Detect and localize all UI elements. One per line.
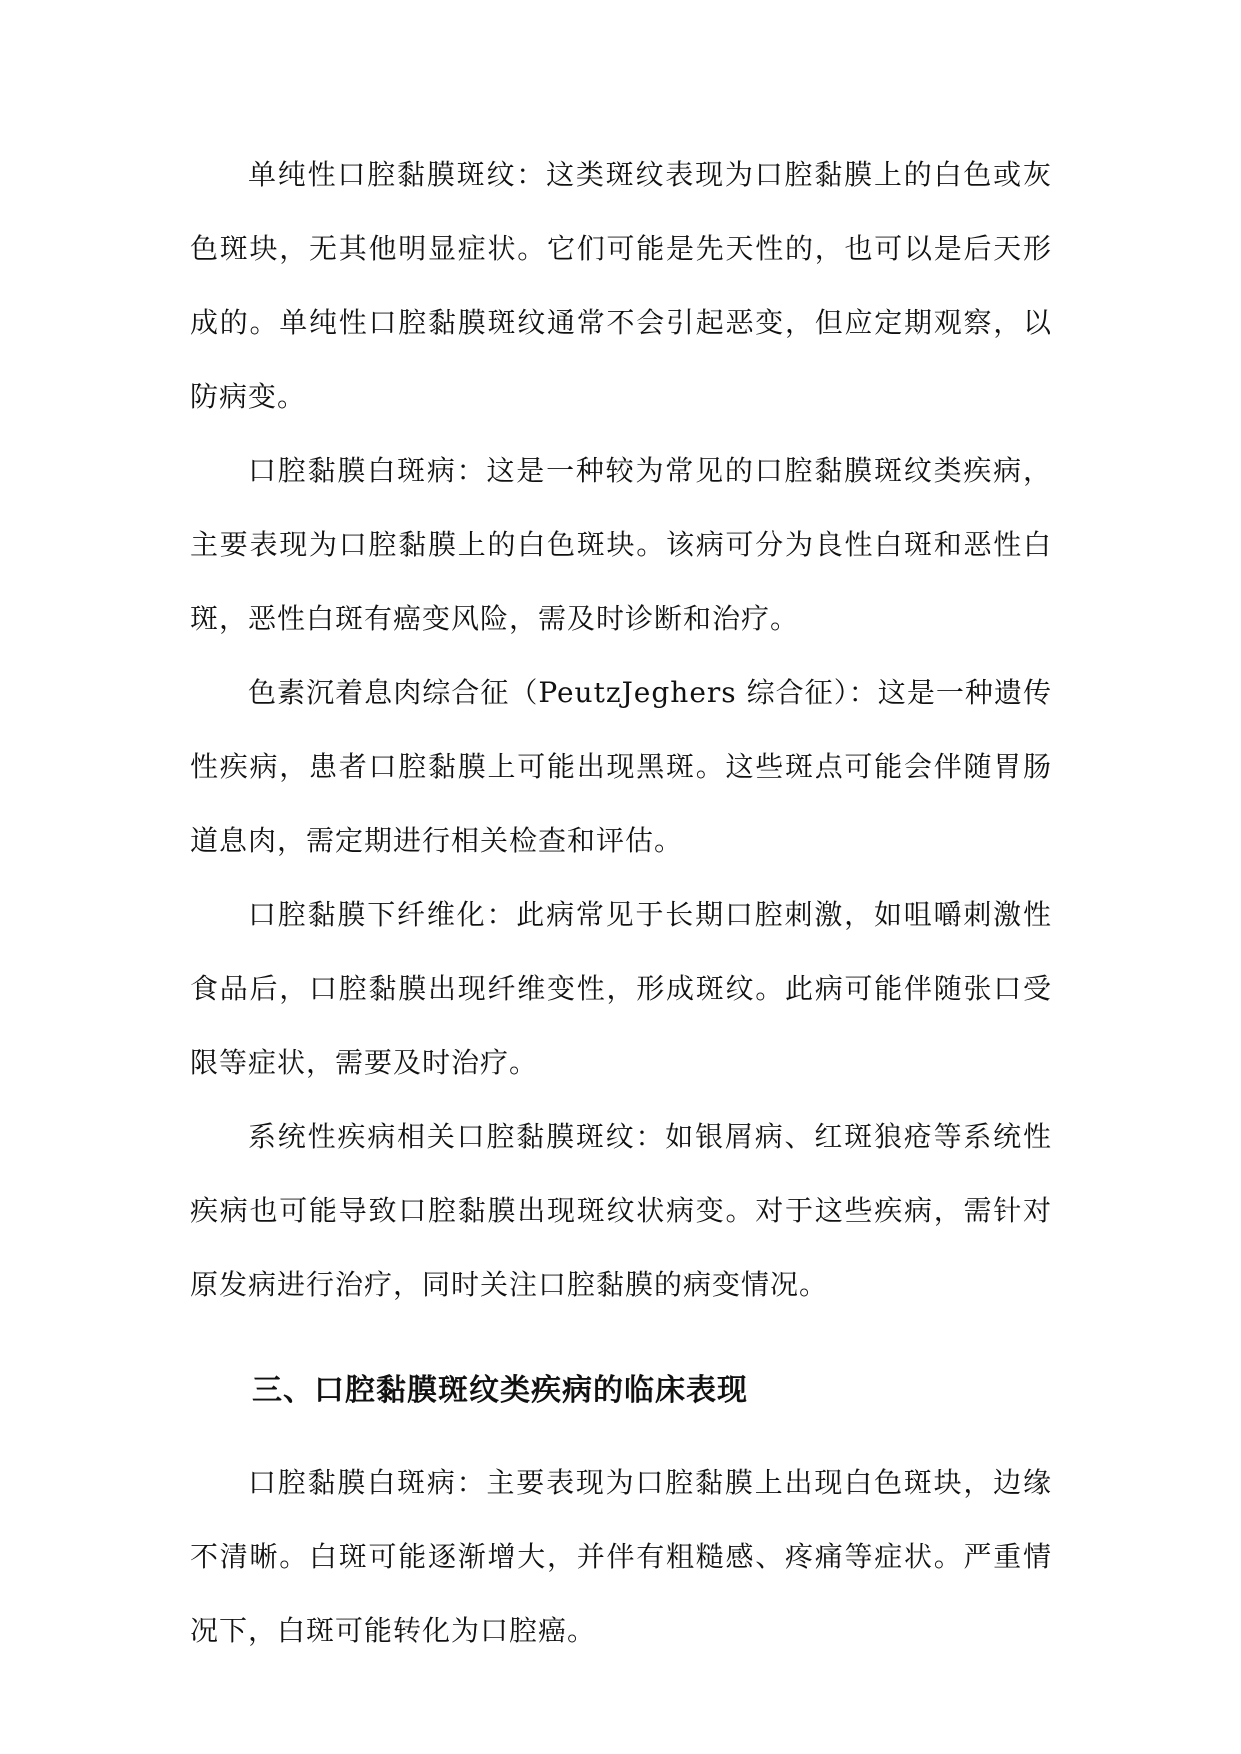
paragraph-simple-mucosal-striae: 单纯性口腔黏膜斑纹：这类斑纹表现为口腔黏膜上的白色或灰色斑块，无其他明显症状。它们可能是先天性的，也可以是后天形成的。单纯性口腔黏膜斑纹通常不会引起恶变，但应定期观察，以防病变。: [190, 158, 1052, 413]
paragraph-submucous-fibrosis: 口腔黏膜下纤维化：此病常见于长期口腔刺激，如咀嚼刺激性食品后，口腔黏膜出现纤维变性，形成斑纹。此病可能伴随张口受限等症状，需要及时治疗。: [190, 898, 1052, 1079]
paragraph-systemic-disease: 系统性疾病相关口腔黏膜斑纹：如银屑病、红斑狼疮等系统性疾病也可能导致口腔黏膜出现斑纹状病变。对于这些疾病，需针对原发病进行治疗，同时关注口腔黏膜的病变情况。: [190, 1120, 1052, 1301]
document-body: [190, 138, 1052, 1668]
paragraph-peutz-jeghers: 色素沉着息肉综合征（PeutzJeghers 综合征）：这是一种遗传性疾病，患者口腔黏膜上可能出现黑斑。这些斑点可能会伴随胃肠道息肉，需定期进行相关检查和评估。: [190, 676, 1052, 857]
section-heading: 三、口腔黏膜斑纹类疾病的临床表现: [252, 1373, 748, 1408]
paragraph-leukoplakia: 口腔黏膜白斑病：这是一种较为常见的口腔黏膜斑纹类疾病，主要表现为口腔黏膜上的白色斑块。该病可分为良性白斑和恶性白斑，恶性白斑有癌变风险，需及时诊断和治疗。: [190, 454, 1052, 635]
paragraph-leukoplakia-clinical: 口腔黏膜白斑病：主要表现为口腔黏膜上出现白色斑块，边缘不清晰。白斑可能逐渐增大，并伴有粗糙感、疼痛等症状。严重情况下，白斑可能转化为口腔癌。: [190, 1466, 1052, 1647]
